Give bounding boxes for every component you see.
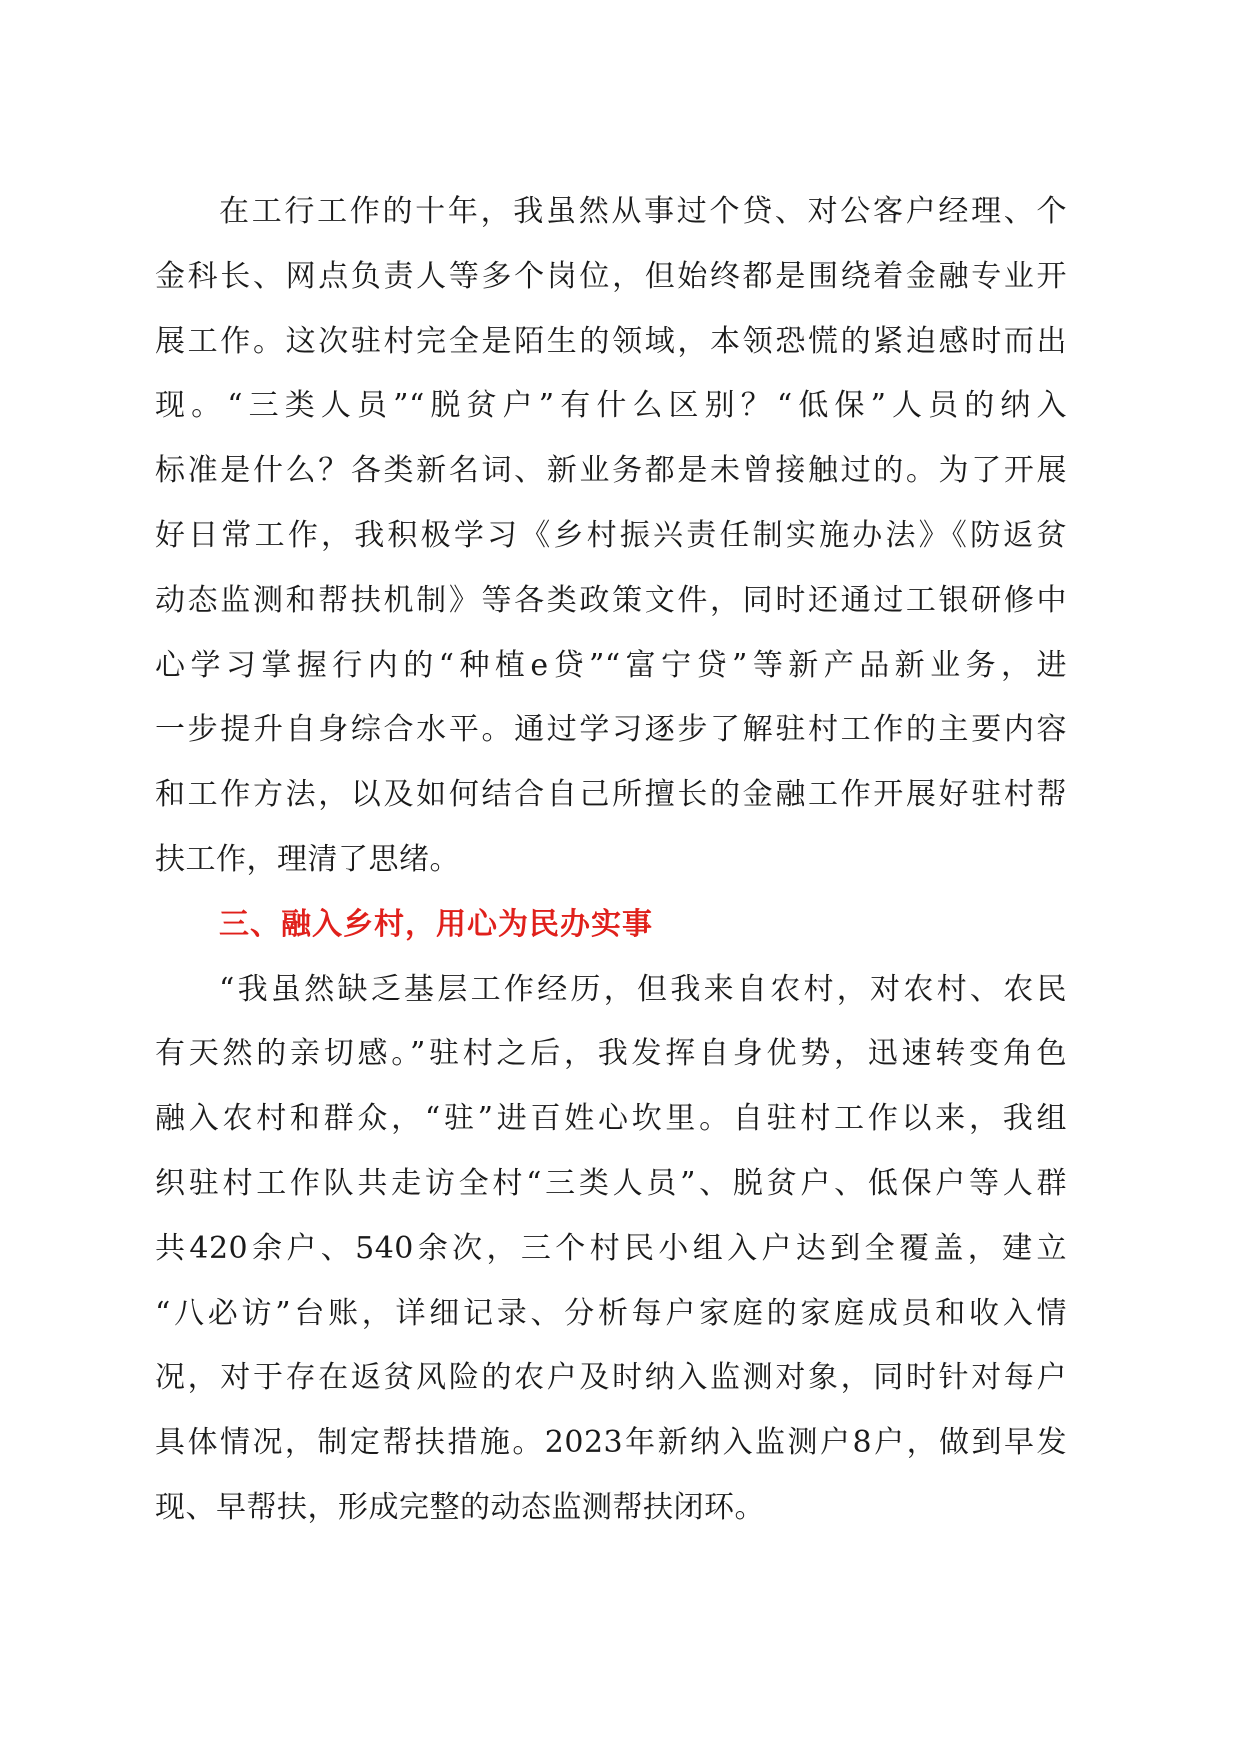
paragraph-1-line: 标准是什么？各类新名词、新业务都是未曾接触过的。为了开展: [155, 453, 1067, 489]
paragraph-2-line: 具体情况，制定帮扶措施。2023年新纳入监测户8户，做到早发: [155, 1425, 1067, 1461]
paragraph-1-line: 金科长、网点负责人等多个岗位，但始终都是围绕着金融专业开: [155, 258, 1067, 294]
paragraph-1-line: 好日常工作，我积极学习《乡村振兴责任制实施办法》《防返贫: [155, 517, 1067, 553]
paragraph-2: [155, 958, 1067, 1541]
paragraph-2-line: “我虽然缺乏基层工作经历，但我来自农村，对农村、农民: [219, 971, 1067, 1007]
paragraph-1-line: 一步提升自身综合水平。通过学习逐步了解驻村工作的主要内容: [155, 712, 1067, 748]
paragraph-1: [155, 180, 1067, 893]
section-heading: 三、融入乡村，用心为民办实事: [219, 906, 653, 942]
paragraph-1-line: 动态监测和帮扶机制》等各类政策文件，同时还通过工银研修中: [155, 582, 1067, 618]
paragraph-1-line: 心学习掌握行内的“种植e贷”“富宁贷”等新产品新业务，进: [155, 647, 1067, 683]
paragraph-1-line: 和工作方法，以及如何结合自己所擅长的金融工作开展好驻村帮: [155, 777, 1067, 813]
paragraph-2-line: 织驻村工作队共走访全村“三类人员”、脱贫户、低保户等人群: [155, 1165, 1067, 1201]
paragraph-1-line: 现。“三类人员”“脱贫户”有什么区别？“低保”人员的纳入: [155, 388, 1067, 424]
paragraph-2-line: 共420余户、540余次，三个村民小组入户达到全覆盖，建立: [155, 1230, 1067, 1266]
paragraph-2-line: 况，对于存在返贫风险的农户及时纳入监测对象，同时针对每户: [155, 1360, 1067, 1396]
paragraph-1-line: 在工行工作的十年，我虽然从事过个贷、对公客户经理、个: [219, 194, 1067, 229]
paragraph-1-line: 展工作。这次驻村完全是陌生的领域，本领恐慌的紧迫感时而出: [155, 323, 1067, 359]
paragraph-2-line: 现、早帮扶，形成完整的动态监测帮扶闭环。: [155, 1489, 765, 1525]
paragraph-2-line: 融入农村和群众，“驻”进百姓心坎里。自驻村工作以来，我组: [155, 1101, 1067, 1137]
paragraph-2-line: “八必访”台账，详细记录、分析每户家庭的家庭成员和收入情: [155, 1295, 1067, 1331]
paragraph-2-line: 有天然的亲切感。”驻村之后，我发挥自身优势，迅速转变角色: [155, 1036, 1067, 1072]
document-body: [155, 180, 1067, 1541]
paragraph-1-line: 扶工作，理清了思绪。: [155, 841, 460, 877]
